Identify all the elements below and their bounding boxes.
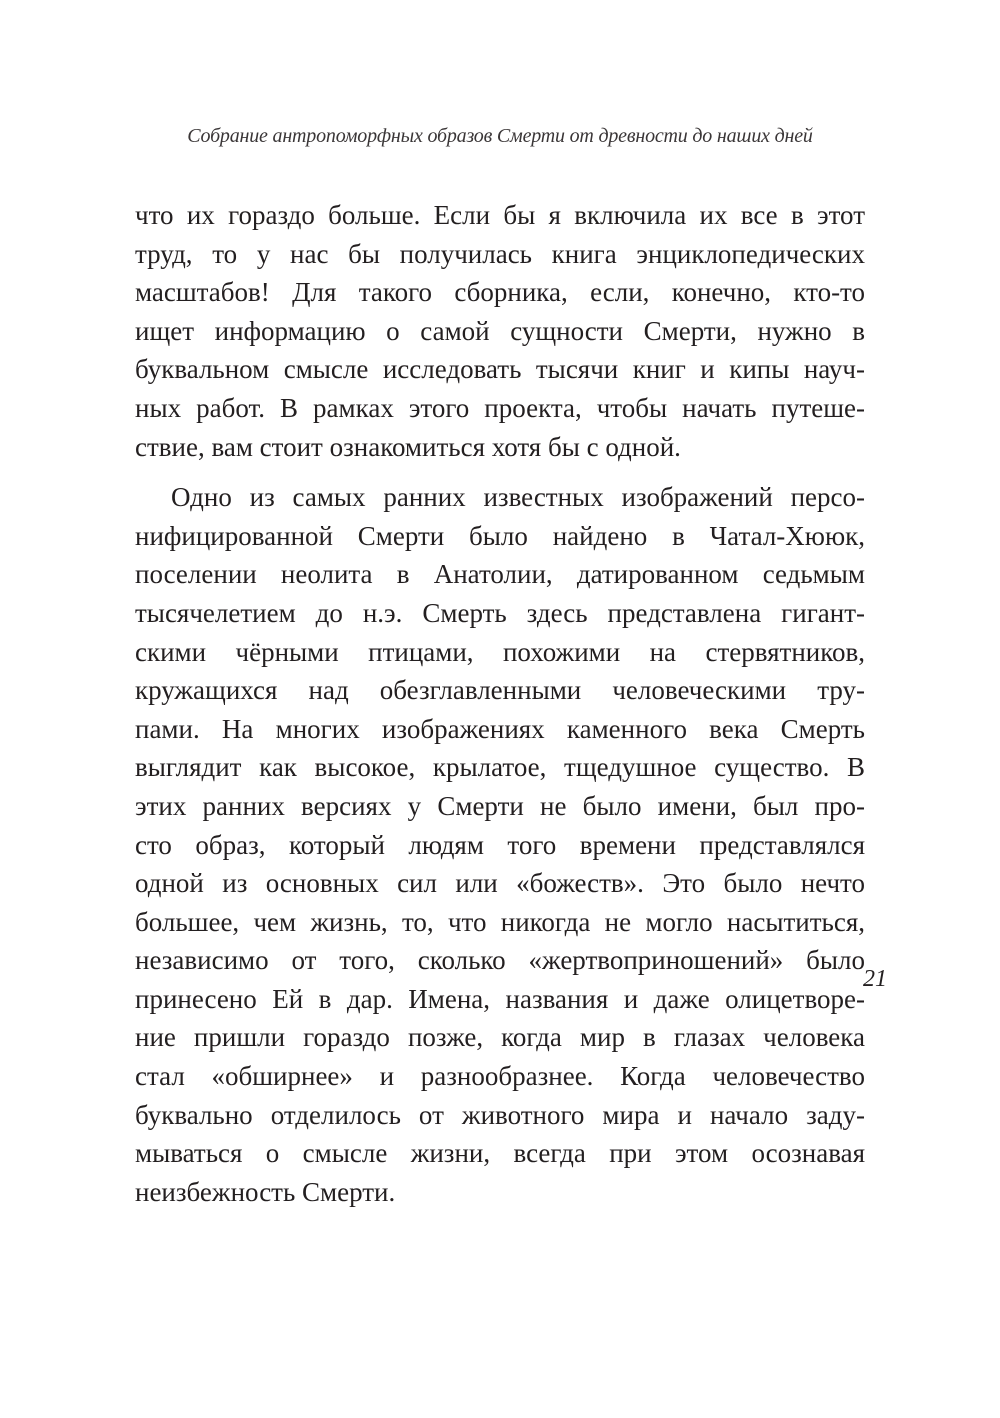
text-line: независимо от того, сколько «жертвоприношений» было — [135, 945, 865, 976]
text-line-indented — [135, 478, 865, 517]
text-line: одной из основных сил или «божеств». Это было нечто — [135, 868, 865, 899]
text-line: ищет информацию о самой сущности Смерти, нужно в — [135, 315, 865, 346]
text-line: что их гораздо больше. Если бы я включила их все в этот — [135, 200, 865, 230]
text-line: ствие, вам стоит ознакомиться хотя бы с одной. — [135, 431, 681, 462]
text-line: буквальном смысле исследовать тысячи книг и кипы науч- — [135, 354, 865, 385]
text-line: выглядит как высокое, крылатое, тщедушное существо. В — [135, 752, 865, 783]
text-line: труд, то у нас бы получилась книга энциклопедических — [135, 238, 865, 269]
text-line: ных работ. В рамках этого проекта, чтобы начать путеше- — [135, 392, 865, 423]
text-line: пами. На многих изображениях каменного века Смерть — [135, 713, 865, 744]
paragraph-gap — [135, 466, 865, 478]
text-line: этих ранних версиях у Смерти не было имени, был про- — [135, 790, 865, 821]
text-line: кружащихся над обезглавленными человеческими тру- — [135, 675, 865, 706]
text-line: сто образ, который людям того времени представлялся — [135, 829, 865, 860]
text-line: масштабов! Для такого сборника, если, конечно, кто-то — [135, 277, 865, 308]
text-line: поселении неолита в Анатолии, датированном седьмым — [135, 559, 865, 590]
text-line: стал «обширнее» и разнообразнее. Когда человечество — [135, 1061, 865, 1092]
text-line: большее, чем жизнь, то, что никогда не могло насытиться, — [135, 906, 865, 937]
text-line: ние пришли гораздо позже, когда мир в глазах человека — [135, 1022, 865, 1053]
text-line: буквально отделилось от животного мира и начало заду- — [135, 1099, 865, 1130]
text-line: мываться о смысле жизни, всегда при этом осознавая — [135, 1138, 865, 1169]
text-line: неизбежность Смерти. — [135, 1176, 396, 1207]
text-line: скими чёрными птицами, похожими на стервятников, — [135, 636, 865, 667]
text-line-content: Одно из самых ранних известных изображений персо- — [171, 482, 865, 513]
paragraph-2 — [135, 478, 865, 1211]
paragraph-1 — [135, 196, 865, 466]
text-line: нифицированной Смерти было найдено в Чатал-Хююк, — [135, 520, 865, 551]
page-number: 21 — [863, 966, 887, 992]
text-line: тысячелетием до н.э. Смерть здесь представлена гигант- — [135, 597, 865, 628]
running-title: Собрание антропоморфных образов Смерти от древности до наших дней — [187, 125, 813, 147]
text-line: принесено Ей в дар. Имена, названия и даже олицетворе- — [135, 983, 865, 1014]
body-text — [135, 196, 865, 1211]
